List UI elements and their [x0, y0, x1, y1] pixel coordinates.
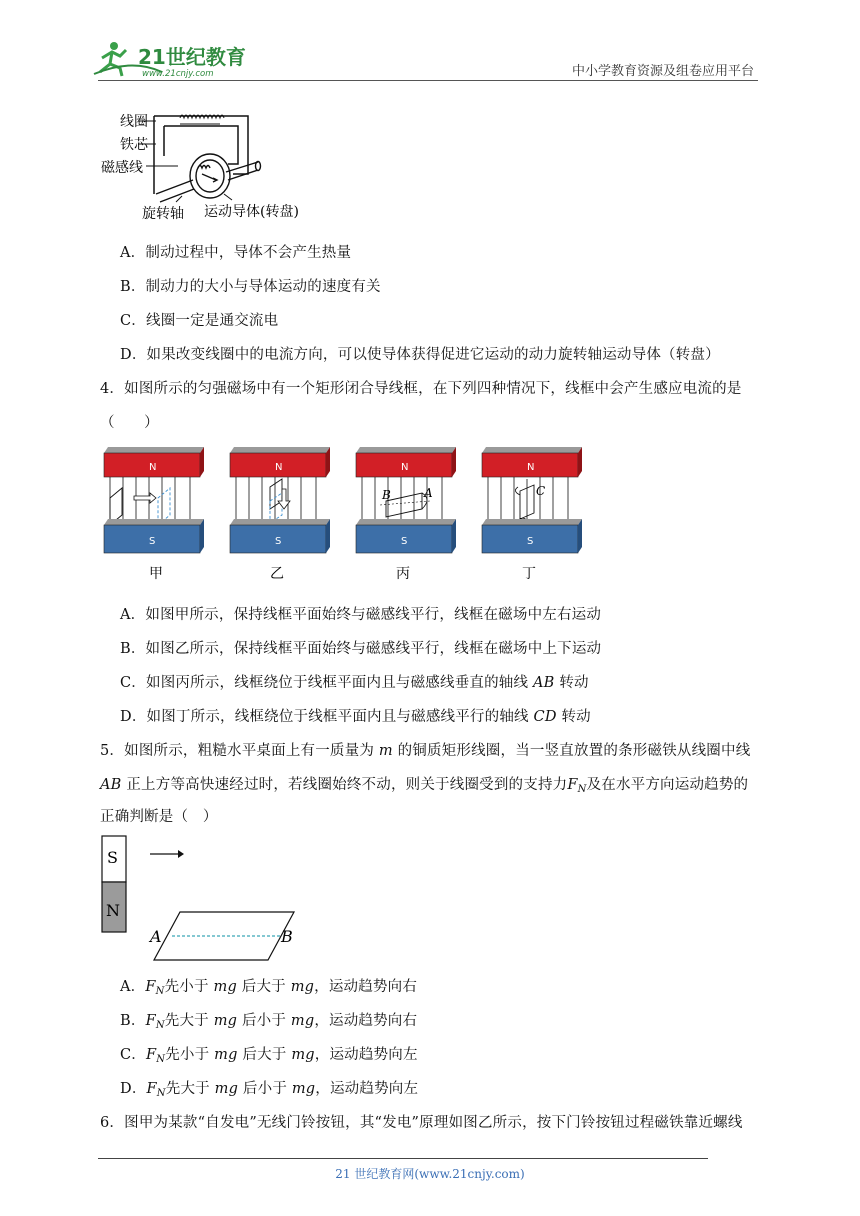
q5-option-a-t1: 先小于: [164, 979, 209, 995]
fig-s-label: S: [107, 848, 118, 867]
magnet-n-jia: N: [149, 462, 157, 473]
q5-option-b-f: F: [145, 1013, 156, 1029]
magnet-n-yi: N: [275, 462, 283, 473]
q5-option-b-t1: 先大于: [164, 1013, 209, 1029]
label-a: A: [424, 486, 433, 500]
logo-url: www.21cnjy.com: [142, 69, 214, 79]
q5-option-a-t3: ，运动趋势向右: [314, 979, 418, 995]
label-coil: 线圈: [120, 114, 148, 130]
q5-option-b-t2: 后小于: [241, 1013, 287, 1029]
panel-yi: [230, 447, 330, 582]
fig-b-label: B: [281, 927, 293, 946]
label-field-lines: 磁感线: [101, 160, 143, 176]
q4-option-c-axis: AB: [533, 675, 555, 691]
q5-ab-symbol: AB: [100, 777, 122, 793]
q4-option-d-tail: 转动: [561, 709, 591, 725]
q5-option-c: [120, 1043, 418, 1065]
label-shaft: 旋转轴: [142, 206, 184, 222]
q4-figures: [100, 443, 590, 588]
brake-figure: [98, 104, 348, 226]
q5-option-a-sub: N: [155, 986, 165, 997]
turntable-disk: [190, 154, 230, 198]
q5-option-d-letter: D．: [120, 1081, 147, 1097]
q5-option-b-t3: ，运动趋势向右: [314, 1013, 418, 1029]
q5-option-d-t3: ，运动趋势向左: [315, 1081, 419, 1097]
caption-bing: 丙: [396, 566, 410, 582]
q5-option-b: [120, 1009, 417, 1031]
panel-ding: [482, 447, 582, 582]
q5-option-a-f: F: [145, 979, 156, 995]
q4-stem-line1: 4．如图所示的匀强磁场中有一个矩形闭合导线框，在下列四种情况下，线框中会产生感应电流的是: [100, 381, 742, 397]
q5-option-a-letter: A．: [120, 979, 146, 995]
q5-option-d: [120, 1077, 418, 1099]
q5-option-c-mg1: mg: [214, 1047, 238, 1063]
q5-option-a-mg1: mg: [213, 979, 237, 995]
footer-divider: [98, 1158, 708, 1159]
q5-force-symbol: F: [567, 777, 578, 793]
q5-option-b-sub: N: [155, 1020, 165, 1031]
q5-figure: [98, 832, 308, 964]
q5-force-subscript: N: [577, 784, 587, 795]
q5-option-b-mg1: mg: [213, 1013, 238, 1029]
logo-text: 21世纪教育: [138, 45, 246, 69]
caption-jia: 甲: [149, 566, 163, 582]
q5-option-c-mg2: mg: [291, 1047, 315, 1063]
q5-option-d-mg2: mg: [291, 1081, 316, 1097]
q5-option-c-t3: ，运动趋势向左: [314, 1047, 418, 1063]
panel-bing: [356, 447, 456, 582]
q5-line1-tail: 的铜质矩形线圈，当一竖直放置的条形磁铁从线圈中线: [397, 743, 751, 759]
q3-option-d: D．如果改变线圈中的电流方向，可以使导体获得促进它运动的动力旋转轴运动导体（转盘）: [120, 347, 720, 363]
q5-line2-text: 正上方等高快速经过时，若线圈始终不动，则关于线圈受到的支持力: [126, 777, 568, 793]
q5-option-d-sub: N: [156, 1088, 166, 1099]
header-divider: [98, 80, 758, 81]
q5-option-c-letter: C．: [120, 1047, 146, 1063]
q4-option-d: [120, 705, 591, 726]
q5-line1-text: 5．如图所示，粗糙水平桌面上有一质量为: [100, 743, 375, 759]
q3-option-c: C．线圈一定是通交流电: [120, 313, 279, 329]
q5-stem-line1: [100, 739, 750, 760]
q5-option-a-t2: 后大于: [241, 979, 286, 995]
fig-n-label: N: [106, 901, 120, 920]
magnet-s-ding: S: [527, 536, 534, 547]
label-disk: 运动导体(转盘): [204, 204, 299, 220]
magnet-s-jia: S: [149, 536, 156, 547]
q5-option-d-mg1: mg: [214, 1081, 239, 1097]
q5-option-b-letter: B．: [120, 1013, 146, 1029]
fig-a-label: A: [150, 927, 162, 946]
q5-option-c-t2: 后大于: [242, 1047, 287, 1063]
q4-option-c: [120, 671, 589, 692]
magnet-n-ding: N: [527, 462, 535, 473]
panel-jia: [104, 447, 204, 582]
footer-text[interactable]: 21 世纪教育网(www.21cnjy.com): [335, 1167, 525, 1181]
q4-option-b: B．如图乙所示，保持线框平面始终与磁感线平行，线框在磁场中上下运动: [120, 641, 602, 657]
q4-stem-line2: （ ）: [100, 415, 159, 431]
site-logo: [92, 38, 267, 80]
caption-ding: 丁: [522, 566, 536, 582]
q3-option-a: A．制动过程中，导体不会产生热量: [120, 245, 352, 261]
q5-mass-symbol: m: [378, 743, 393, 759]
q3-option-b: B．制动力的大小与导体运动的速度有关: [120, 279, 381, 295]
q5-line2-tail: 及在水平方向运动趋势的: [586, 777, 749, 793]
q4-option-d-text: D．如图丁所示，线框绕位于线框平面内且与磁感线平行的轴线: [120, 709, 529, 725]
q4-option-a: A．如图甲所示，保持线框平面始终与磁感线平行，线框在磁场中左右运动: [120, 607, 602, 623]
q5-option-a: [120, 975, 417, 997]
caption-yi: 乙: [270, 566, 284, 582]
q5-option-d-t2: 后小于: [242, 1081, 288, 1097]
header-platform-text: 中小学教育资源及组卷应用平台: [571, 64, 754, 79]
magnet-s-yi: S: [275, 536, 282, 547]
label-core: 铁芯: [120, 137, 148, 153]
label-c: C: [536, 484, 546, 498]
q5-option-b-mg2: mg: [290, 1013, 315, 1029]
q5-stem-line3: 正确判断是（ ）: [100, 809, 218, 825]
label-b: B: [382, 488, 391, 502]
q4-option-c-text: C．如图丙所示，线框绕位于线框平面内且与磁感线垂直的轴线: [120, 675, 529, 691]
q5-stem-line2: [100, 773, 748, 795]
magnet-s-bing: S: [401, 536, 408, 547]
q5-option-c-t1: 先小于: [165, 1047, 210, 1063]
q6-stem-line1: 6．图甲为某款“自发电”无线门铃按钮，其“发电”原理如图乙所示，按下门铃按钮过程磁铁靠近螺线: [100, 1115, 743, 1131]
q5-option-d-f: F: [146, 1081, 157, 1097]
q5-option-d-t1: 先大于: [165, 1081, 210, 1097]
q4-option-c-tail: 转动: [559, 675, 589, 691]
q5-option-c-sub: N: [156, 1054, 166, 1065]
arrow-right-icon: [150, 850, 184, 858]
q4-option-d-axis: CD: [533, 709, 557, 725]
magnet-n-bing: N: [401, 462, 409, 473]
q5-option-c-f: F: [146, 1047, 157, 1063]
q5-option-a-mg2: mg: [290, 979, 315, 995]
